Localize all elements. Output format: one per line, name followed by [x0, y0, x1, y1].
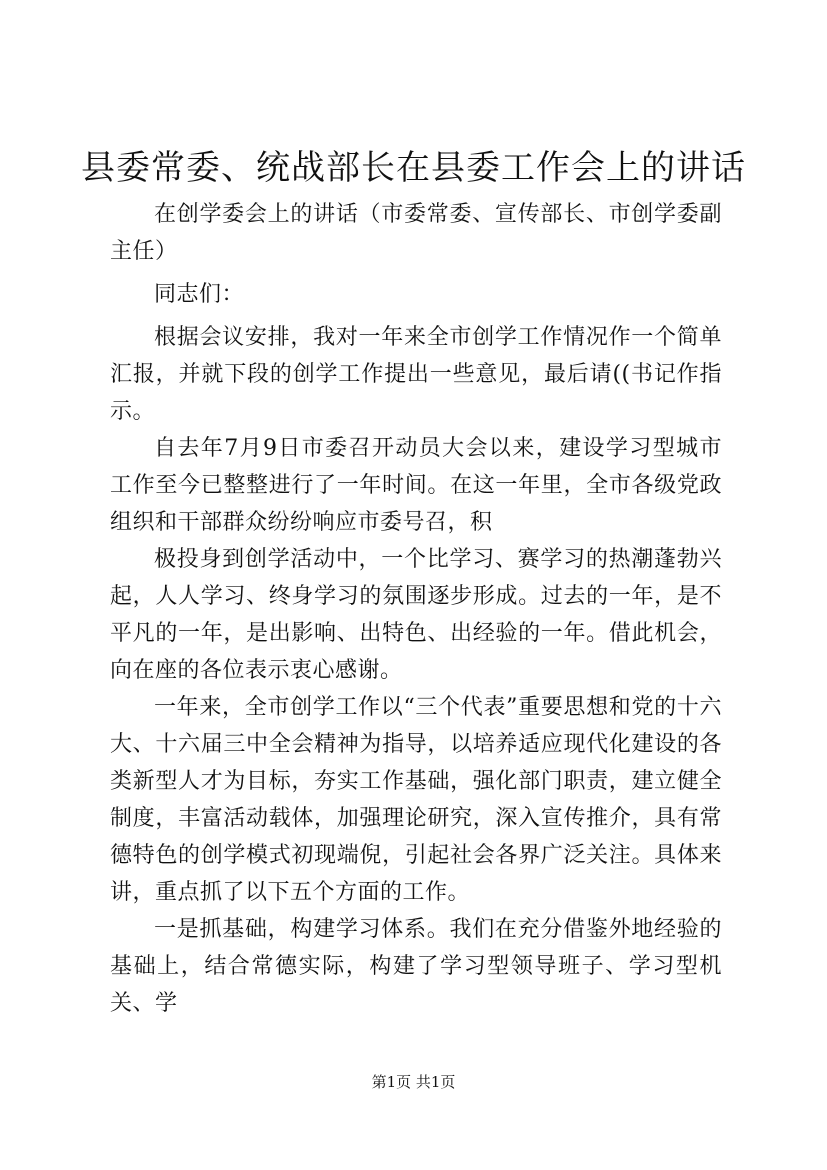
paragraph-subtitle: 在创学委会上的讲话（市委常委、宣传部长、市创学委副主任）	[110, 202, 722, 264]
paragraph-review: 自去年7月9日市委召开动员大会以来，建设学习型城市工作至今已整整进行了一年时间。在这一年里，全市各级党政组织和干部群众纷纷响应市委号召，积	[110, 436, 722, 535]
paragraph-salutation: 同志们：	[154, 282, 245, 307]
paragraph-summary: 一年来，全市创学工作以“三个代表”重要思想和党的十六大、十六届三中全会精神为指导，以培养适应现代化建设的各类新型人才为目标，夯实工作基础，强化部门职责，建立健全制度，丰富活动载体，加强理论研究，深入宣传推介，具有常德特色的创学模式初现端倪，引起社会各界广泛关注。具体来讲，重点抓了以下五个方面的工作。	[110, 695, 722, 905]
document-body	[110, 196, 722, 1022]
paragraph-point-one: 一是抓基础，构建学习体系。我们在充分借鉴外地经验的基础上，结合常德实际，构建了学习型领导班子、学习型机关、学	[110, 917, 722, 1016]
document-title: 县委常委、统战部长在县委工作会上的讲话	[81, 148, 746, 188]
paragraph-opening: 根据会议安排，我对一年来全市创学工作情况作一个简单汇报，并就下段的创学工作提出一些意见，最后请((书记作指示。	[110, 325, 722, 424]
page-number-footer: 第1页 共1页	[371, 1073, 456, 1091]
paragraph-thanks: 极投身到创学活动中，一个比学习、赛学习的热潮蓬勃兴起，人人学习、终身学习的氛围逐步形成。过去的一年，是不平凡的一年，是出影响、出特色、出经验的一年。借此机会，向在座的各位表示衷心感谢。	[110, 547, 722, 683]
